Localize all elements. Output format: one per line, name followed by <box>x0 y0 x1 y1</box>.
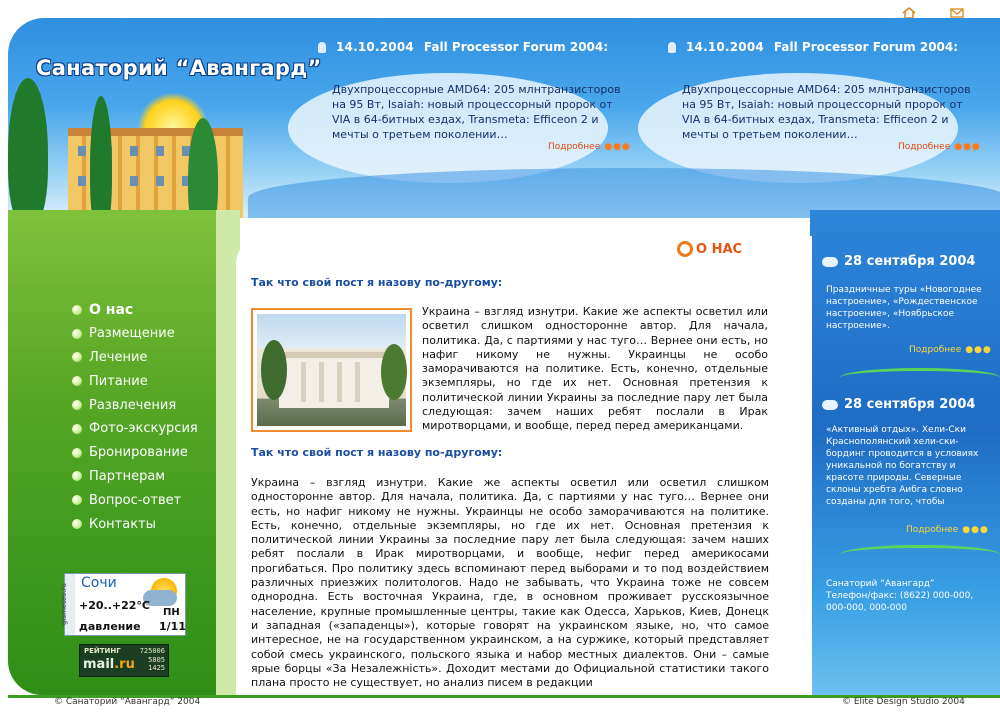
rating-brand: mail.ru <box>83 657 135 672</box>
footer-studio-credit[interactable]: © Elite Design Studio 2004 <box>842 697 965 707</box>
home-icon[interactable] <box>902 4 916 16</box>
ring-icon <box>677 241 693 257</box>
weather-day: ПН <box>163 607 180 618</box>
decorative-swoosh <box>840 368 1000 387</box>
tree-decoration <box>8 78 48 218</box>
weather-widget[interactable] <box>59 573 186 636</box>
article-paragraph: Украина – взгляд изнутри. Какие же аспекты осветил или осветил слишком односторонне автор. Для начала, политика. Да, с партиями у нас туго… Вернее они есть, но нафиг никому не нужны. Украинцы не особо заморачиваются на политике. Есть, конечно, отдельные экземпляры, но где их нет. Основная претензия к политической линии Украины за последние пару лет была следующая: зачем наших ребят послали в Ирак миротворцами, и вообще, нефиг перед америкосами прогибаться. Про политику здесь вспоминают перед выборами и то под воздействием различных приезжих политологов. Надо не забывать, что Украина тоже не совсем однородна. Есть восточная Украина, где, в основном проживает русскоязычное население, крупные промышленные центры, такие как Одесса, Харьков, Киев, Донецк и западная («западенцы»), которые говорят на украинском языке, но, что самое интересное, не на государственном украинском, а на суржике, который представляет собой смесь украинского, польского языка и набор местных диалектов. Они – самые ярые борцы «За Незалежність». Доходит местами до Официальной статистики такого плана просто не существует, но анализ писем в редакции <box>251 476 769 690</box>
news-title: Fall Processor Forum 2004: <box>423 40 609 54</box>
right-news-more-link[interactable]: Подробнее ●●● <box>909 345 992 355</box>
cloud-icon <box>822 400 838 410</box>
news-body: Двухпроцессорные AMD64: 205 млнтранзисторов на 95 Вт, Isaiah: новый процессорный пророк от VIA в 64-битных ездах, Transmeta: Efficeon 2 и мечты о третьем поколении… <box>682 83 971 141</box>
nav-item-accommodation[interactable]: Размещение <box>72 322 242 346</box>
cloud-icon <box>822 257 838 267</box>
contact-block <box>826 578 996 614</box>
right-news-date: 28 сентября 2004 <box>822 254 975 269</box>
decorative-swoosh <box>840 545 1000 564</box>
main-navigation <box>72 298 242 536</box>
header-news-item <box>668 40 978 142</box>
news-title: Fall Processor Forum 2004: <box>773 40 959 54</box>
news-date: 14.10.2004 <box>336 40 414 54</box>
weather-pressure-label: давление <box>79 620 141 633</box>
bullet-icon <box>72 305 82 315</box>
weather-date: 1/11 <box>159 620 186 633</box>
news-more-link[interactable]: Подробнее ●●● <box>898 142 981 152</box>
news-date: 14.10.2004 <box>686 40 764 54</box>
article-paragraph: Украина – взгляд изнутри. Какие же аспекты осветил или осветил слишком односторонне автор. Для начала, политика. Да, с партиями у нас туго… Вернее они есть, но нафиг никому не нужны. Украинцы не особо заморачиваются на политике. Есть, конечно, отдельные экземпляры, но где их нет. Основная претензия к политической линии Украины за последние пару лет была следующая: зачем наших ребят послали в Ирак миротворцами, и вообще, перед перед американцами. <box>422 305 768 433</box>
article-heading: Так что свой пост я назову по-другому: <box>251 446 503 459</box>
sanatorium-photo <box>251 308 412 432</box>
bullet-icon <box>72 424 82 434</box>
bullet-icon <box>72 519 82 529</box>
right-news-body: «Активный отдых». Хели-Ски Краснополянский хели-ски-бординг проводится в условиях уникальной по богатству и красоте природы. Северные склоны хребта Аибга словно созданы для того, чтобы <box>826 425 979 507</box>
bullet-icon <box>72 448 82 458</box>
bullet-icon <box>72 352 82 362</box>
bullet-icon <box>72 329 82 339</box>
section-title: О НАС <box>677 241 742 257</box>
nav-item-partners[interactable]: Партнерам <box>72 465 242 489</box>
bulb-icon <box>668 42 676 53</box>
bulb-icon <box>318 42 326 53</box>
contact-name: Санаторий “Авангард” <box>826 579 935 589</box>
nav-item-faq[interactable]: Вопрос-ответ <box>72 488 242 512</box>
site-logo[interactable]: Санаторий “Авангард” <box>36 56 322 80</box>
nav-item-food[interactable]: Питание <box>72 369 242 393</box>
rating-title: РЕЙТИНГ <box>84 647 121 655</box>
nav-item-treatment[interactable]: Лечение <box>72 346 242 370</box>
bullet-icon <box>72 400 82 410</box>
right-news-more-link[interactable]: Подробнее ●●● <box>906 525 989 535</box>
bullet-icon <box>72 376 82 386</box>
bullet-icon <box>72 471 82 481</box>
nav-item-contacts[interactable]: Контакты <box>72 512 242 536</box>
nav-item-about[interactable]: О нас <box>72 298 242 322</box>
nav-item-entertainment[interactable]: Развлечения <box>72 393 242 417</box>
tree-decoration <box>90 96 112 218</box>
mail-icon[interactable] <box>950 4 964 16</box>
article-heading: Так что свой пост я назову по-другому: <box>251 276 503 289</box>
right-news-body: Праздничные туры «Новогоднее настроение», «Рождественское настроение», «Ноябрьское настроение». <box>826 285 982 331</box>
bullet-icon <box>72 495 82 505</box>
news-body: Двухпроцессорные AMD64: 205 млнтранзисторов на 95 Вт, Isaiah: новый процессорный пророк от VIA в 64-битных ездах, Transmeta: Efficeon 2 и мечты о третьем поколении… <box>332 83 621 141</box>
rating-numbers: 725006 5805 1425 <box>139 647 165 672</box>
footer-copyright: © Санаторий “Авангард” 2004 <box>54 697 201 707</box>
header-news-item <box>318 40 628 142</box>
right-news-date: 28 сентября 2004 <box>822 397 975 412</box>
news-more-link[interactable]: Подробнее ●●● <box>548 142 631 152</box>
mailru-rating-counter[interactable] <box>79 644 169 677</box>
nav-item-booking[interactable]: Бронирование <box>72 441 242 465</box>
weather-temperature: +20..+22°C <box>79 599 150 612</box>
weather-source: gismeteo.ru <box>59 583 68 625</box>
nav-item-photo-tour[interactable]: Фото-экскурсия <box>72 417 242 441</box>
weather-city: Сочи <box>81 575 117 591</box>
contact-phone: Телефон/факс: (8622) 000-000, 000-000, 000-000 <box>826 591 974 613</box>
